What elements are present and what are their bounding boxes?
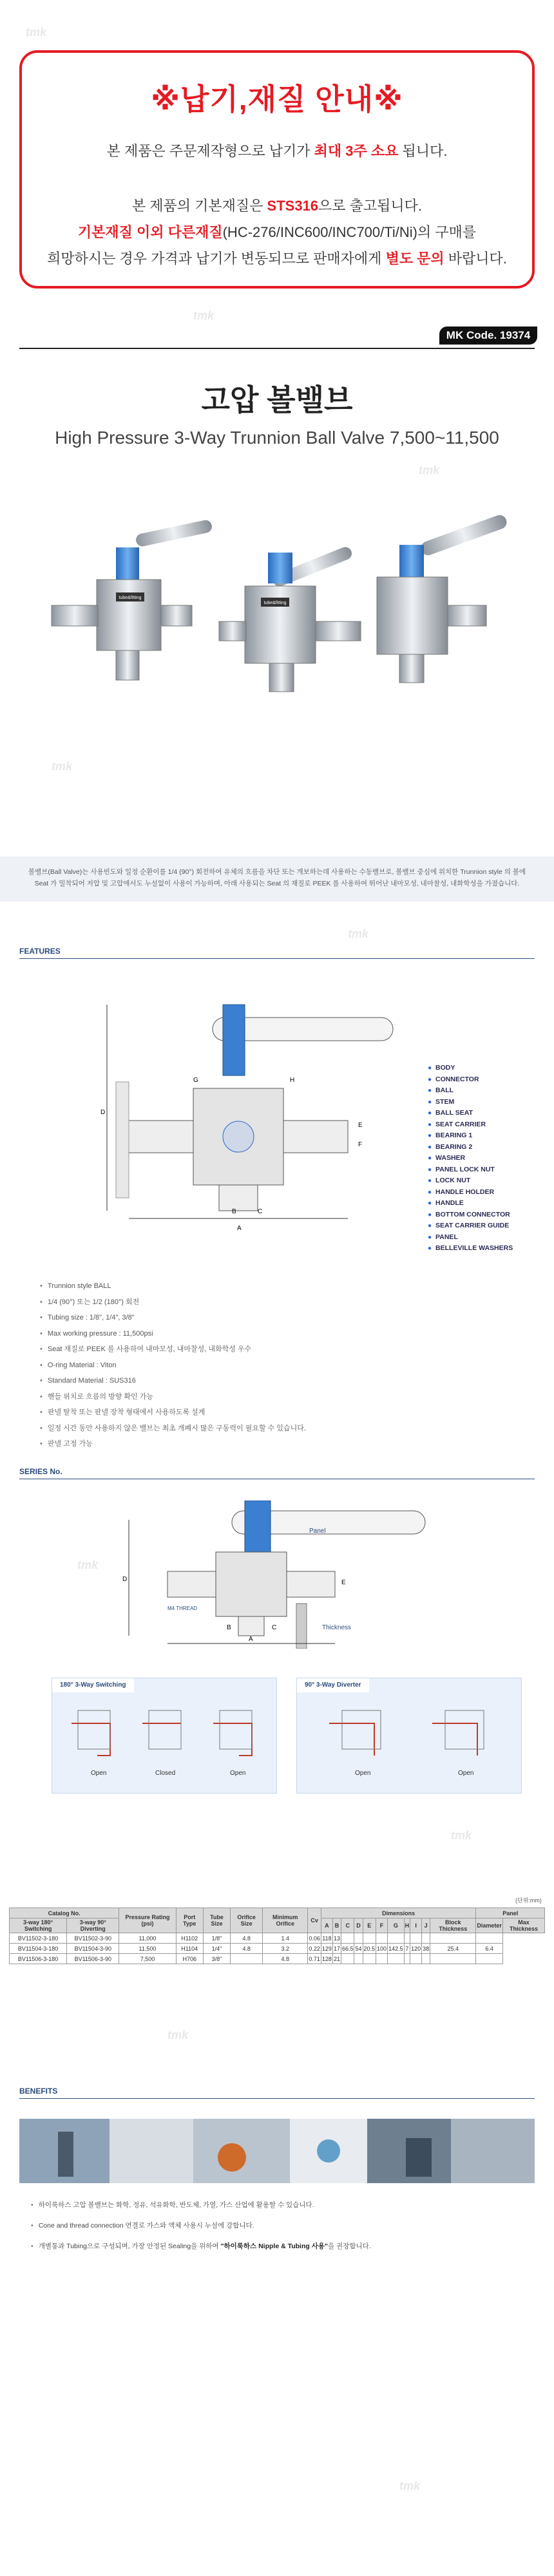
notice-highlight: STS316: [267, 198, 319, 214]
feature-item: • Tubing size : 1/8", 1/4", 3/8": [40, 1310, 306, 1326]
features-heading: FEATURES: [19, 947, 61, 956]
notice-text: 본 제품의 기본재질은: [131, 198, 267, 214]
table-cell: 1/8": [203, 1933, 230, 1944]
legend-item: ● WASHER: [428, 1153, 513, 1164]
benefit-highlight: "하이룩하스 Nipple & Tubing 사용": [220, 2242, 328, 2250]
benefit-photo-strip: [19, 2119, 535, 2183]
table-cell: [341, 1954, 354, 1964]
features-list: [40, 1278, 306, 1452]
thread-label: M4 THREAD: [167, 1605, 198, 1611]
cross-section-diagram: [97, 992, 432, 1236]
table-header: Port Type: [176, 1908, 203, 1933]
table-cell: 25.4: [430, 1944, 476, 1954]
table-cell: 120: [410, 1944, 422, 1954]
table-cell: 66.5: [341, 1944, 354, 1954]
dim-label: F: [358, 1141, 363, 1148]
delivery-material-notice: [19, 50, 535, 289]
table-cell: [388, 1954, 405, 1964]
table-cell: [363, 1954, 376, 1964]
notice-line: [22, 195, 532, 215]
dim-label: B: [227, 1624, 231, 1631]
legend-item: ● BEARING 2: [428, 1142, 513, 1153]
table-cell: [354, 1933, 363, 1944]
table-cell: 0.71: [308, 1954, 321, 1964]
table-header: J: [422, 1918, 430, 1933]
table-header: Cv: [308, 1908, 321, 1933]
table-cell: 1/4": [203, 1944, 230, 1954]
notice-text: (HC-276/INC600/INC700/Ti/Ni)의 구매를: [222, 224, 477, 240]
product-title: 고압 볼밸브: [201, 383, 353, 417]
flow-label: Open: [91, 1770, 107, 1777]
table-cell: BV11502-3-90: [67, 1933, 119, 1944]
table-cell: 13: [332, 1933, 341, 1944]
table-cell: 1.4: [263, 1933, 308, 1944]
benefit-item: • 하이룩하스 고압 볼밸브는 화학, 정유, 석유화학, 반도체, 가열, 가스 산업에 활용할 수 있습니다.: [31, 2195, 371, 2215]
legend-item: ● PANEL: [428, 1232, 513, 1244]
table-cell: [410, 1954, 422, 1964]
legend-item: ● BALL SEAT: [428, 1108, 513, 1119]
table-header: Diameter: [476, 1918, 503, 1933]
watermark: tmk: [26, 26, 47, 39]
legend-item: ● LOCK NUT: [428, 1175, 513, 1187]
table-header: Orifice Size: [231, 1908, 263, 1933]
table-header: H: [404, 1918, 410, 1933]
feature-item: • O-ring Material : Viton: [40, 1358, 306, 1374]
table-cell: H1104: [176, 1944, 203, 1954]
table-cell: BV11504-3-90: [67, 1944, 119, 1954]
panel-label: Panel: [309, 1528, 326, 1535]
notice-text: 됩니다.: [398, 143, 448, 159]
flow-label: Open: [458, 1770, 474, 1777]
table-cell: 54: [354, 1944, 363, 1954]
legend-item: ● CONNECTOR: [428, 1074, 513, 1086]
table-header: A: [321, 1918, 332, 1933]
table-cell: 4.8: [231, 1944, 263, 1954]
description-band: [0, 857, 554, 902]
table-header: C: [341, 1918, 354, 1933]
table-row: [10, 1944, 545, 1954]
benefit-text: 개별통과 Tubing으로 구성되며, 가장 안정된 Sealing을 위하여: [38, 2242, 221, 2250]
table-cell: BV11506-3-90: [67, 1954, 119, 1964]
mk-code-badge: MK Code. 19374: [439, 327, 537, 345]
dim-label: D: [122, 1576, 128, 1583]
valve-right: [377, 513, 509, 683]
table-cell: [231, 1954, 263, 1964]
thickness-label: Thickness: [322, 1624, 352, 1631]
table-cell: 38: [422, 1944, 430, 1954]
table-cell: [404, 1933, 410, 1944]
watermark: tmk: [77, 1558, 99, 1571]
table-cell: 11,000: [119, 1933, 176, 1944]
table-cell: 3/8": [203, 1954, 230, 1964]
feature-item: • 판넬 고정 가능: [40, 1436, 306, 1452]
table-cell: H706: [176, 1954, 203, 1964]
dim-label: B: [232, 1208, 236, 1215]
legend-item: ● BODY: [428, 1063, 513, 1074]
divider: [19, 2098, 535, 2099]
table-header: Dimensions: [321, 1908, 476, 1918]
table-header: E: [363, 1918, 376, 1933]
dim-label: D: [100, 1109, 106, 1116]
table-cell: 4.8: [231, 1933, 263, 1944]
brand-label: tube&fitting: [119, 596, 142, 600]
table-cell: [422, 1954, 430, 1964]
switching-180-title: 180° 3-Way Switching: [52, 1678, 134, 1692]
table-cell: 100: [376, 1944, 388, 1954]
watermark: tmk: [399, 2479, 421, 2492]
table-cell: 17: [332, 1944, 341, 1954]
table-cell: [404, 1954, 410, 1964]
table-cell: BV11506-3-180: [10, 1954, 67, 1964]
table-row: [10, 1933, 545, 1944]
legend-item: ● BELLEVILLE WASHERS: [428, 1243, 513, 1255]
table-header: Max Thickness: [502, 1918, 544, 1933]
watermark: tmk: [348, 927, 369, 940]
table-header: D: [354, 1918, 363, 1933]
dim-label: H: [290, 1077, 295, 1084]
notice-text: 으로 출고됩니다.: [318, 198, 423, 214]
dim-label: C: [272, 1624, 277, 1631]
table-cell: 128: [321, 1954, 332, 1964]
feature-item: • Max working pressure : 11,500psi: [40, 1326, 306, 1342]
dimension-diagram: [103, 1501, 451, 1649]
notice-text: 희망하시는 경우 가격과 납기가 변동되므로 판매자에게: [47, 251, 386, 267]
table-cell: BV11504-3-180: [10, 1944, 67, 1954]
table-cell: 7: [404, 1944, 410, 1954]
table-cell: 11,500: [119, 1944, 176, 1954]
feature-item: • 판넬 탈착 또는 판넬 장착 형태에서 사용하도록 설계: [40, 1405, 306, 1421]
table-cell: [388, 1933, 405, 1944]
watermark: tmk: [167, 2029, 189, 2041]
table-cell: 4.8: [263, 1954, 308, 1964]
table-header: F: [376, 1918, 388, 1933]
flow-diagram: [297, 1678, 522, 1794]
flow-label: Closed: [155, 1770, 176, 1777]
benefits-list: [31, 2195, 371, 2257]
diverter-90-title: 90° 3-Way Diverter: [297, 1678, 369, 1692]
feature-item: • Trunnion style BALL: [40, 1278, 306, 1294]
table-cell: 129: [321, 1944, 332, 1954]
notice-highlight: 별도 문의: [385, 251, 444, 267]
feature-item: • 일정 시간 동안 사용하지 않은 밸브는 최초 개폐시 많은 구동력이 필요할 수 있습니다.: [40, 1421, 306, 1437]
watermark: tmk: [52, 760, 73, 773]
notice-highlight: 기본재질 이외 다른재질: [77, 224, 223, 240]
unit-label: (단위:mm): [515, 1897, 542, 1904]
table-cell: [363, 1933, 376, 1944]
feature-item: • 1/4 (90°) 또는 1/2 (180°) 회전: [40, 1294, 306, 1311]
description-line: Seat 가 밀착되어 저압 및 고압에서도 누설없이 사용이 가능하며, 아래 사용되는 Seat 의 재질로 PEEK 를 사용하여 뛰어난 내마모성, 내마찰성, 내화학성을 가졌습니다.: [34, 880, 520, 887]
table-header: 3-way 90° Diverting: [67, 1918, 119, 1933]
legend-item: ● BALL: [428, 1085, 513, 1097]
table-cell: 142.5: [388, 1944, 405, 1954]
flow-label: Open: [230, 1770, 246, 1777]
benefit-item: • Cone and thread connection 연결로 가스와 액체 사용시 누설에 강합니다.: [31, 2215, 371, 2236]
table-header: 3-way 180° Switching: [10, 1918, 67, 1933]
notice-line: [22, 248, 532, 268]
table-cell: 3.2: [263, 1944, 308, 1954]
legend-item: ● HANDLE: [428, 1198, 513, 1209]
dim-label: C: [258, 1208, 263, 1215]
watermark: tmk: [419, 464, 440, 477]
notice-text: 본 제품은 주문제작형으로 납기가: [106, 143, 314, 159]
switching-180-panel: [52, 1678, 277, 1794]
table-header: G: [388, 1918, 405, 1933]
benefits-heading: BENEFITS: [19, 2087, 58, 2096]
notice-text: 바랍니다.: [444, 251, 507, 267]
spec-table: [9, 1908, 545, 1964]
table-cell: [410, 1933, 422, 1944]
series-heading: SERIES No.: [19, 1467, 62, 1476]
table-cell: [476, 1954, 503, 1964]
table-cell: 0.06: [308, 1933, 321, 1944]
feature-item: • Seat 재질로 PEEK 를 사용하여 내마모성, 내마찰성, 내화학성 우수: [40, 1341, 306, 1358]
table-header: Tube Size: [203, 1908, 230, 1933]
legend-item: ● HANDLE HOLDER: [428, 1187, 513, 1198]
valve-middle: [219, 545, 361, 692]
feature-item: • Standard Material : SUS316: [40, 1373, 306, 1389]
table-header: Catalog No.: [10, 1908, 119, 1918]
benefit-item: [31, 2236, 371, 2257]
feature-item: • 핸들 위치로 흐름의 방향 확인 가능: [40, 1389, 306, 1405]
watermark: tmk: [193, 309, 215, 322]
legend-item: ● STEM: [428, 1097, 513, 1108]
product-subtitle: High Pressure 3-Way Trunnion Ball Valve 7,500~11,500: [55, 428, 499, 448]
brand-label: tube&fitting: [263, 601, 287, 605]
table-header: Minimum Orifice: [263, 1908, 308, 1933]
table-cell: BV11502-3-180: [10, 1933, 67, 1944]
table-cell: [430, 1954, 476, 1964]
dim-label: A: [249, 1636, 253, 1643]
table-cell: [376, 1954, 388, 1964]
table-cell: [430, 1933, 476, 1944]
table-cell: [341, 1933, 354, 1944]
dim-label: E: [341, 1579, 346, 1586]
flow-label: Open: [355, 1770, 371, 1777]
table-header: Pressure Rating (psi): [119, 1908, 176, 1933]
table-header: B: [332, 1918, 341, 1933]
table-cell: [476, 1933, 503, 1944]
divider: [19, 958, 535, 959]
notice-line: [22, 222, 532, 242]
table-cell: 20.5: [363, 1944, 376, 1954]
table-row: [10, 1954, 545, 1964]
notice-highlight: 최대 3주 소요: [314, 143, 399, 159]
table-cell: [376, 1933, 388, 1944]
legend-item: ● SEAT CARRIER GUIDE: [428, 1220, 513, 1232]
valve-left: [52, 519, 213, 680]
valve-photo: [26, 509, 535, 702]
legend-item: ● BEARING 1: [428, 1130, 513, 1142]
legend-item: ● PANEL LOCK NUT: [428, 1164, 513, 1176]
dim-label: G: [193, 1077, 198, 1084]
dim-label: E: [358, 1122, 363, 1129]
table-cell: 118: [321, 1933, 332, 1944]
description-line: 볼밸브(Ball Valve)는 사용빈도와 일정 순환이를 1/4 (90°) 회전하여 유체의 흐름을 차단 또는 개보하는데 사용하는 수동밸브로, 볼밸브 중심에 위치한 Trunnion style 의 볼에: [28, 868, 526, 876]
flow-diagram: [52, 1678, 278, 1794]
table-header: Block Thickness: [430, 1918, 476, 1933]
table-cell: 6.4: [476, 1944, 503, 1954]
table-header: I: [410, 1918, 422, 1933]
benefit-text: 을 권장합니다.: [328, 2242, 371, 2250]
dim-label: A: [237, 1225, 242, 1232]
table-cell: H1102: [176, 1933, 203, 1944]
table-header: Panel: [476, 1908, 545, 1918]
table-cell: 0.22: [308, 1944, 321, 1954]
table-cell: 21: [332, 1954, 341, 1964]
table-cell: [354, 1954, 363, 1964]
parts-legend: [428, 1063, 513, 1255]
table-cell: [422, 1933, 430, 1944]
table-cell: 7,500: [119, 1954, 176, 1964]
legend-item: ● BOTTOM CONNECTOR: [428, 1209, 513, 1221]
notice-title: ※납기,재질 안내※: [151, 82, 403, 116]
legend-item: ● SEAT CARRIER: [428, 1119, 513, 1131]
diverter-90-panel: [296, 1678, 522, 1794]
divider: [19, 348, 535, 349]
notice-line: [22, 140, 532, 160]
watermark: tmk: [451, 1829, 472, 1842]
